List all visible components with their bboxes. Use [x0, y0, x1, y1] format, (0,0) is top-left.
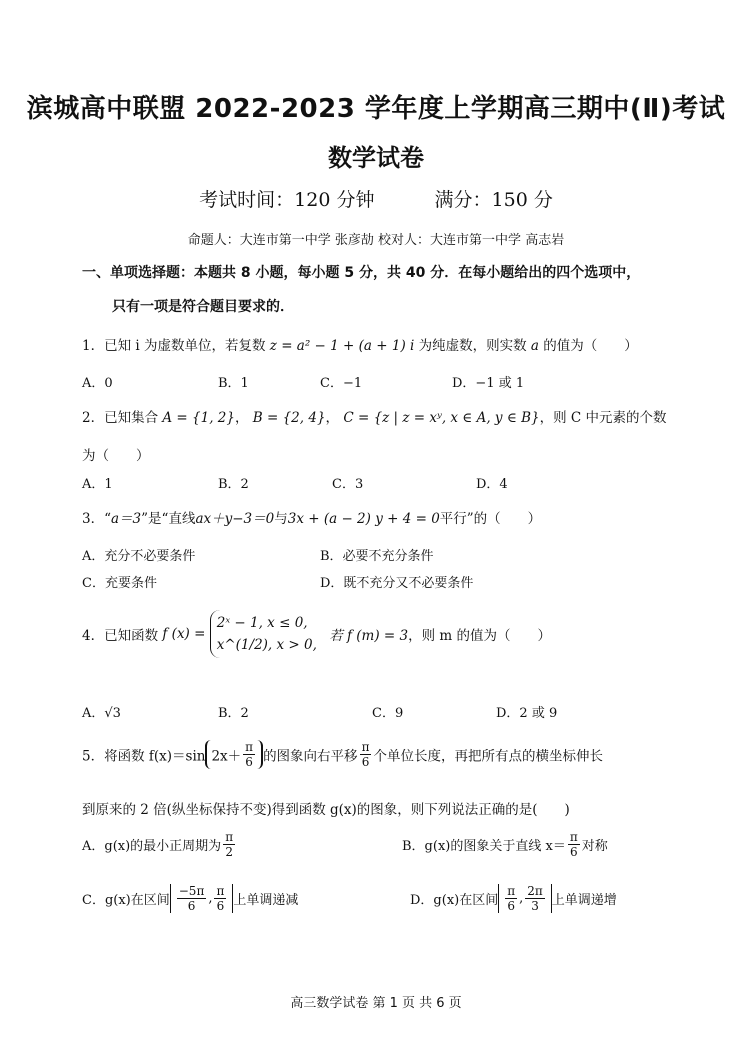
q3-text3: 与 [274, 511, 288, 527]
q5-opt-d-tail: 上单调递增 [551, 893, 617, 908]
q5-opt-c-n2: π [216, 884, 225, 898]
q4-case-1: 2ˣ − 1, x ≤ 0, [216, 615, 308, 631]
q5-opt-d-n1: π [507, 884, 516, 898]
q3-tail: 平行”的（ ） [439, 511, 542, 527]
q5-six: 6 [245, 755, 253, 769]
q4-tail: ，则 m 的值为（ ） [408, 628, 551, 644]
score-label: 满分：150 分 [434, 189, 553, 211]
q5-opt-a-frac [223, 830, 235, 859]
question-4 [82, 610, 551, 658]
q5-opt-a-text: A．g(x)的最小正周期为 [82, 839, 222, 854]
section-heading-cont: 只有一项是符合题目要求的． [112, 299, 294, 315]
q5-opt-c-n1: −5π [178, 884, 205, 898]
q5-opt-c-frac1 [177, 884, 207, 913]
q5-text2: 的图象向右平移 [263, 748, 358, 765]
q4-case-2: x^(1/2), x > 0, [216, 637, 317, 653]
q5-opt-d-n2: 2π [527, 884, 543, 898]
q3-text: 3．“ [82, 511, 111, 527]
q1-text2: 为纯虚数，则实数 [418, 338, 527, 354]
q4-option-d: D．2 或 9 [496, 706, 558, 721]
q3-option-d: D．既不充分又不必要条件 [320, 576, 474, 591]
q1-option-d: D．−1 或 1 [452, 376, 525, 391]
question-5 [82, 740, 603, 769]
q1-tail: 的值为（ ） [543, 338, 638, 354]
page-footer: 高三数学试卷 第 1 页 共 6 页 [290, 996, 462, 1011]
q3-option-c: C．充要条件 [82, 576, 157, 591]
q3-cond: a＝3 [111, 511, 142, 527]
q5-opt-b-tail: 对称 [581, 839, 608, 854]
q4-piecewise [210, 610, 317, 658]
q5-opt-b-num: π [569, 830, 578, 844]
q2-text2: ，则 C 中元素的个数 [539, 410, 667, 426]
q5-option-d [410, 884, 617, 913]
q1-option-a: A．0 [82, 376, 113, 391]
q1-var: a [530, 338, 539, 354]
q5-option-b [402, 830, 608, 859]
q2-set-c: C = {z | z = xʸ, x ∈ A, y ∈ B} [343, 410, 540, 426]
q5-opt-c-d2: 6 [216, 899, 225, 913]
q5-option-c [82, 884, 298, 913]
q5-text3: 个单位长度，再把所有点的横坐标伸长 [373, 748, 603, 765]
q5-text: 5．将函数 f(x)＝sin [82, 748, 206, 765]
q5-opt-b-den: 6 [569, 845, 578, 859]
q4-option-a: A．√3 [82, 706, 121, 721]
q2-option-d: D．4 [476, 477, 508, 492]
exam-title: 滨城高中联盟 2022-2023 学年度上学期高三期中(Ⅱ)考试 [26, 94, 726, 124]
q4-option-b: B．2 [218, 706, 249, 721]
q5-pi: π [245, 740, 254, 754]
q1-text: 1．已知 i 为虚数单位，若复数 [82, 338, 266, 354]
q5-arg: 2x＋ [211, 748, 242, 765]
question-2: 2．已知集合 A = {1, 2}， B = {2, 4}， C = {z | z = xʸ, x ∈ A, y ∈ B}，则 C 中元素的个数 [82, 410, 667, 426]
q4-cond: 若 f (m) = 3 [329, 628, 409, 644]
q3-option-a: A．充分不必要条件 [82, 549, 196, 564]
q2-option-b: B．2 [218, 477, 249, 492]
q5-opt-d-d1: 6 [507, 899, 515, 913]
q5-shift-pi: π [361, 740, 370, 754]
q5-opt-c-text: C．g(x)在区间 [82, 893, 170, 908]
q2-option-a: A．1 [82, 477, 113, 492]
q5-option-a [82, 830, 237, 859]
q5-opt-d-frac1 [505, 884, 517, 913]
q5-opt-c-frac2 [214, 884, 226, 913]
q5-paren [205, 740, 263, 769]
q5-shift-six: 6 [361, 755, 370, 769]
q4-text: 4．已知函数 [82, 628, 159, 644]
q5-opt-d-interval: $\frac{\pi}{6}$ , $\frac{2\pi}{3}$ [498, 884, 552, 913]
q3-line2: 3x + (a − 2) y + 4 = 0 [287, 511, 440, 527]
q1-expr: z = a² − 1 + (a + 1) i [269, 338, 415, 354]
q3-option-b: B．必要不充分条件 [320, 549, 434, 564]
question-1 [82, 334, 638, 354]
q2-option-c: C．3 [332, 477, 364, 492]
time-label: 考试时间：120 分钟 [199, 189, 375, 211]
q5-opt-a-num: π [225, 830, 234, 844]
q5-opt-a-den: 2 [225, 845, 233, 859]
q5-opt-b-text: B．g(x)的图象关于直线 x＝ [402, 839, 566, 854]
q4-option-c: C．9 [372, 706, 404, 721]
q1-option-c: C．−1 [320, 376, 363, 391]
q5-pi6 [243, 740, 255, 769]
q2-set-a: A = {1, 2} [162, 410, 235, 426]
q5-opt-c-d1: 6 [187, 899, 196, 913]
q5-opt-c-tail: 上单调递减 [233, 893, 299, 908]
q5-opt-c-interval: $\frac{-5\pi}{6}$ , $\frac{\pi}{6}$ [170, 884, 234, 913]
q1-option-b: B．1 [218, 376, 249, 391]
q5-opt-b-frac [568, 830, 580, 859]
q5-opt-d-frac2 [525, 884, 545, 913]
authors-line: 命题人：大连市第一中学 张彦劼 校对人：大连市第一中学 高志岩 [187, 233, 565, 248]
q2-set-b: B = {2, 4} [252, 410, 326, 426]
q3-text2: ”是“直线 [141, 511, 196, 527]
q5-line2: 到原来的 2 倍(纵坐标保持不变)得到函数 g(x)的图象，则下列说法正确的是( ) [82, 802, 570, 818]
q5-shift [360, 740, 372, 769]
q3-line1: ax＋y−3＝0 [195, 511, 275, 527]
q5-opt-d-d2: 3 [531, 899, 539, 913]
question-3 [82, 507, 541, 527]
exam-meta [0, 185, 752, 212]
q2-text: 2．已知集合 [82, 410, 159, 426]
exam-subtitle: 数学试卷 [328, 144, 424, 172]
q4-fx: f (x) = [162, 626, 206, 642]
q2-line2: 为（ ） [82, 448, 150, 464]
q5-opt-d-text: D．g(x)在区间 [410, 893, 499, 908]
section-heading: 一、单项选择题：本题共 8 小题，每小题 5 分，共 40 分．在每小题给出的四个选项中， [82, 265, 641, 281]
